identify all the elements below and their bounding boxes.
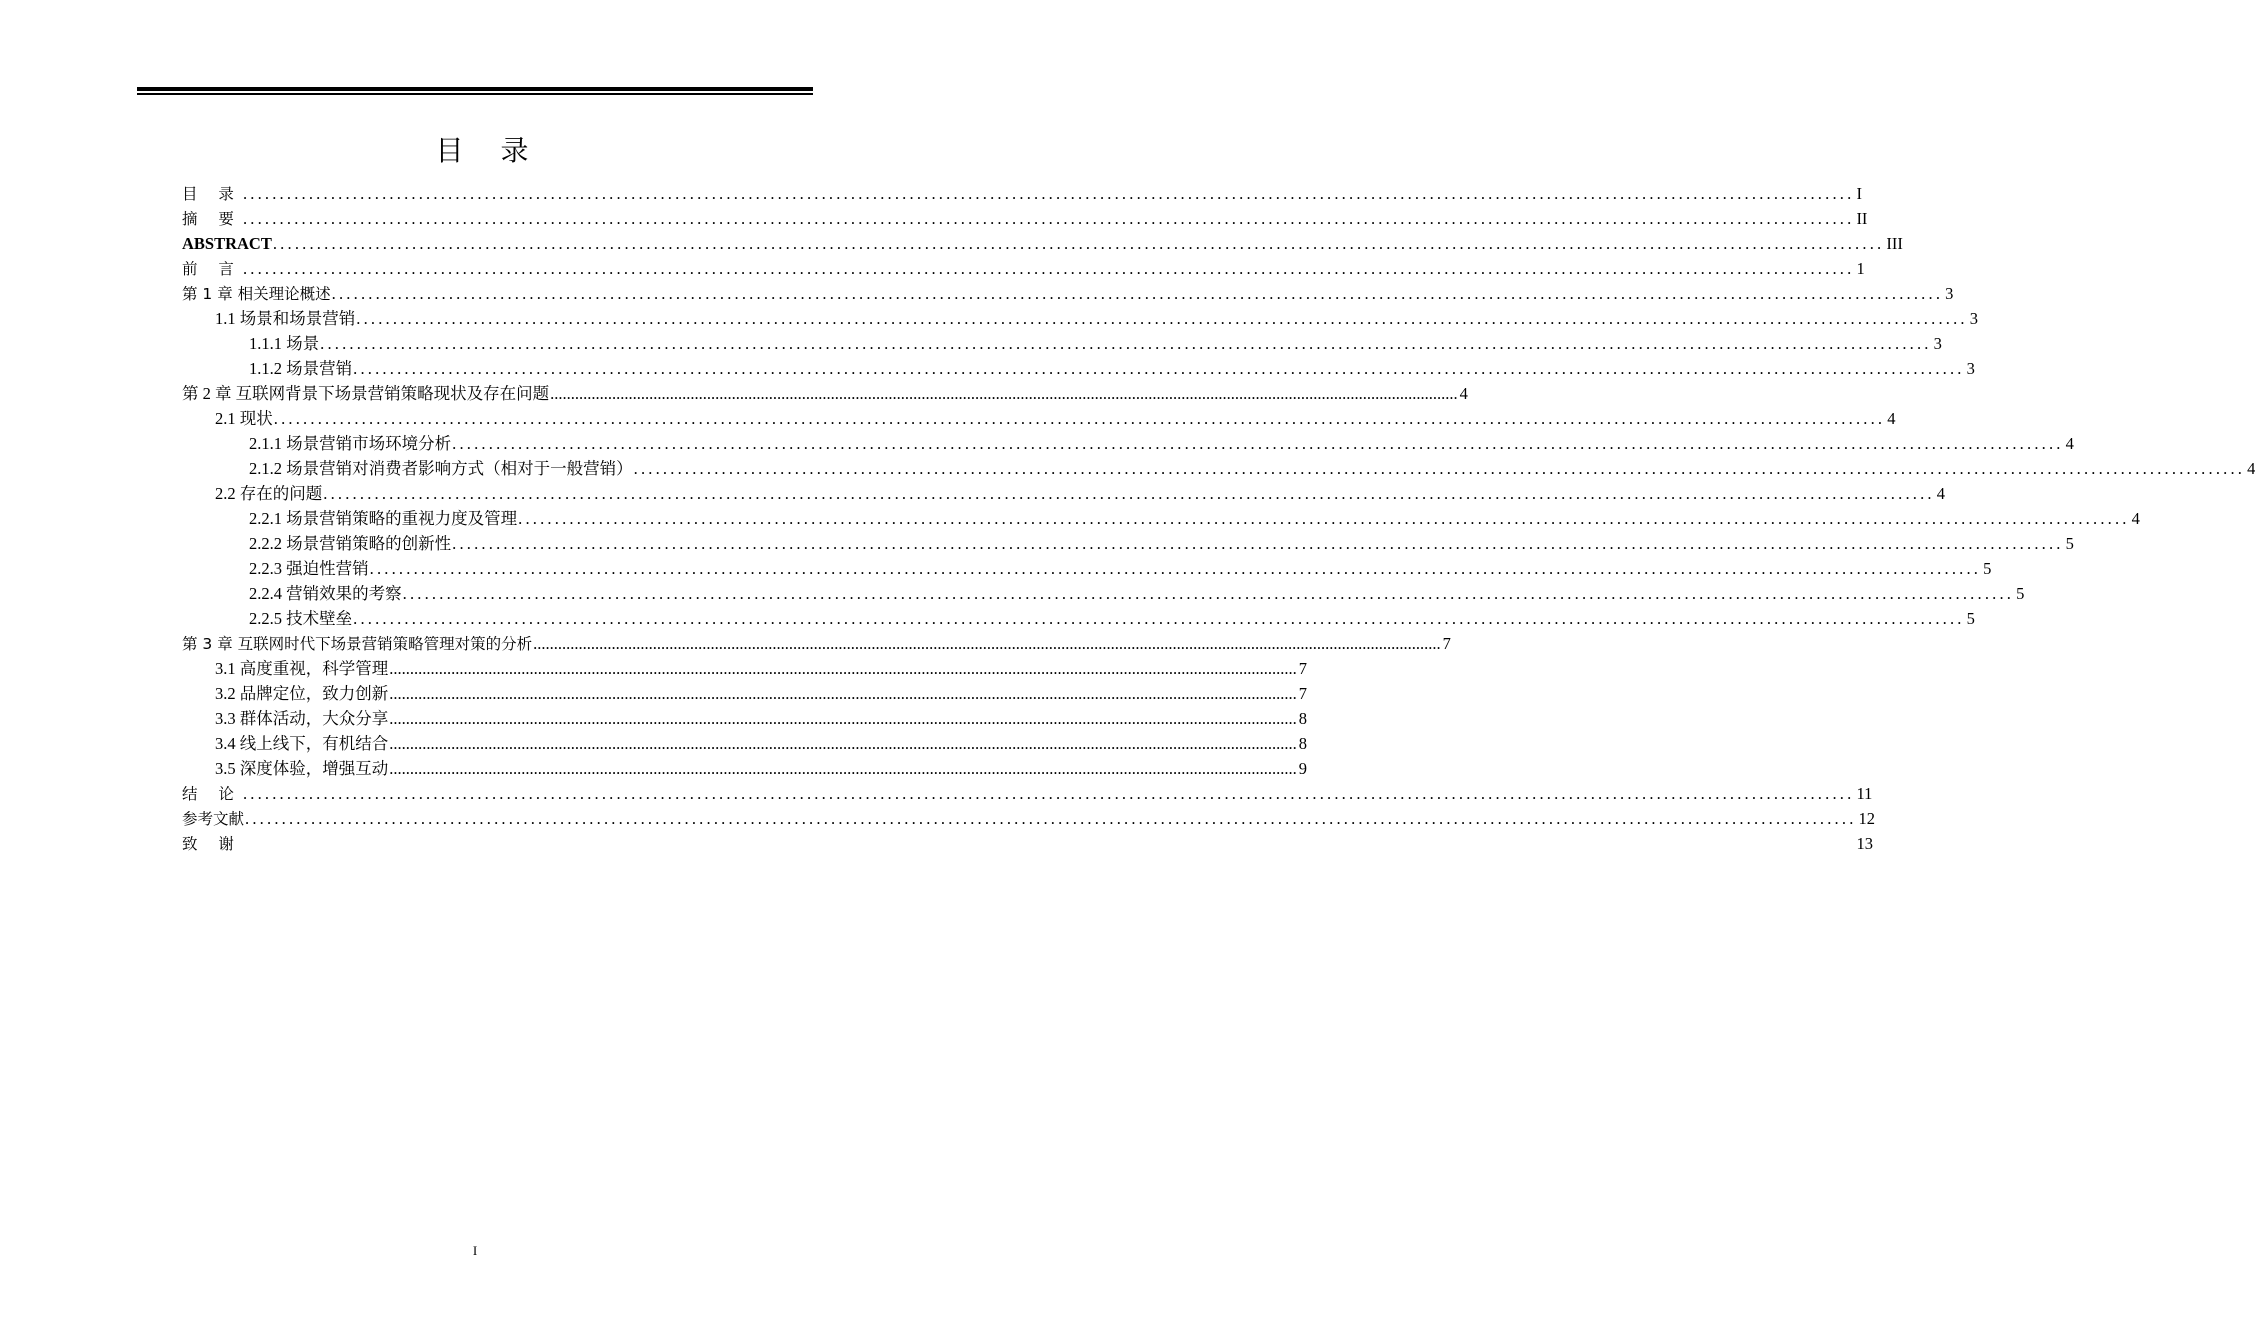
header-rule-thick bbox=[137, 87, 813, 91]
toc-entry-page: 1 bbox=[1856, 259, 1865, 278]
toc-entry-label: 摘 要 bbox=[182, 210, 242, 228]
toc-entry-label: 2.2.1 场景营销策略的重视力度及管理 bbox=[249, 509, 518, 528]
toc-dot-leader: ............................................................................................................................................................................................................................ bbox=[320, 334, 1932, 353]
toc-entry-label: 2.1 现状 bbox=[215, 409, 273, 428]
toc-entry[interactable] bbox=[182, 656, 1307, 681]
toc-entry[interactable] bbox=[182, 456, 2255, 481]
toc-entry-page: 3 bbox=[1933, 334, 1942, 353]
page-title: 目 录 bbox=[435, 134, 543, 167]
toc-entry[interactable] bbox=[182, 381, 1468, 406]
toc-dot-leader: ............................................................................................................................................................................................................................ bbox=[389, 709, 1297, 728]
toc-entry-label: 2.2.2 场景营销策略的创新性 bbox=[249, 534, 452, 553]
toc-entry-page: 4 bbox=[1936, 484, 1945, 503]
toc-entry-page: 4 bbox=[2131, 509, 2140, 528]
toc-entry[interactable] bbox=[182, 756, 1307, 781]
toc-entry-label: ABSTRACT bbox=[182, 234, 272, 253]
toc-entry-label: 第 1 章 相关理论概述 bbox=[182, 285, 331, 303]
toc-entry-label: 1.1.1 场景 bbox=[249, 334, 320, 353]
toc-entry-label: 2.2.4 营销效果的考察 bbox=[249, 584, 402, 603]
toc-dot-leader: ............................................................................................................................................................................................................................ bbox=[356, 309, 1968, 328]
toc-dot-leader: ............................................................................................................................................................................................................................ bbox=[353, 609, 1965, 628]
toc-dot-leader: ............................................................................................................................................................................................................................ bbox=[331, 284, 1944, 303]
toc-dot-leader: ............................................................................................................................................................................................................................ bbox=[402, 584, 2015, 603]
toc-entry-label: 第 3 章 互联网时代下场景营销策略管理对策的分析 bbox=[182, 635, 533, 653]
toc-entry-page: 4 bbox=[2247, 459, 2255, 478]
toc-entry-label: 参考文献 bbox=[182, 810, 245, 828]
toc-dot-leader: ............................................................................................................................................................................................................................ bbox=[533, 634, 1441, 653]
toc-entry-label: 3.2 品牌定位，致力创新 bbox=[215, 684, 389, 703]
toc-entry-label: 3.5 深度体验，增强互动 bbox=[215, 759, 389, 778]
toc-dot-leader: ............................................................................................................................................................................................................................ bbox=[242, 784, 1855, 803]
toc-entry[interactable] bbox=[182, 531, 2074, 556]
toc-entry[interactable] bbox=[182, 606, 1975, 631]
toc-entry-label: 3.1 高度重视，科学管理 bbox=[215, 659, 389, 678]
toc-dot-leader: ............................................................................................................................................................................................................................ bbox=[518, 509, 2130, 528]
toc-entry[interactable] bbox=[182, 556, 1992, 581]
toc-entry-page: 7 bbox=[1442, 634, 1451, 653]
toc-entry-page: 12 bbox=[1858, 809, 1876, 828]
toc-dot-leader: ............................................................................................................................................................................................................................ bbox=[389, 734, 1297, 753]
toc-entry[interactable] bbox=[182, 306, 1978, 331]
toc-dot-leader: ............................................................................................................................................................................................................................ bbox=[633, 459, 2246, 478]
toc-entry-page: 9 bbox=[1298, 759, 1307, 778]
toc-entry[interactable] bbox=[182, 806, 1876, 831]
toc-entry-label: 2.2 存在的问题 bbox=[215, 484, 323, 503]
toc-entry[interactable] bbox=[182, 481, 1945, 506]
toc-dot-leader: ............................................................................................................................................................................................................................ bbox=[242, 259, 1855, 278]
toc-entry[interactable] bbox=[182, 431, 2074, 456]
toc-entry-label: 致 谢 bbox=[182, 835, 242, 853]
toc-entry-page: 5 bbox=[2065, 534, 2074, 553]
toc-entry[interactable] bbox=[182, 731, 1307, 756]
toc-dot-leader: ............................................................................................................................................................................................................................ bbox=[353, 359, 1965, 378]
toc-dot-leader: ............................................................................................................................................................................................................................ bbox=[272, 234, 1885, 253]
toc-entry-page: 3 bbox=[1945, 284, 1954, 303]
toc-dot-leader: ............................................................................................................................................................................................................................ bbox=[323, 484, 1935, 503]
toc-entry-page: 5 bbox=[1966, 609, 1975, 628]
table-of-contents bbox=[182, 181, 2255, 856]
toc-entry-label: 2.1.1 场景营销市场环境分析 bbox=[249, 434, 452, 453]
toc-entry-label: 2.2.5 技术壁垒 bbox=[249, 609, 353, 628]
toc-dot-leader: ............................................................................................................................................................................................................................ bbox=[369, 559, 1982, 578]
toc-entry-page: 3 bbox=[1969, 309, 1978, 328]
toc-dot-leader: ............................................................................................................................................................................................................................ bbox=[242, 209, 1855, 228]
toc-dot-leader: ............................................................................................................................................................................................................................ bbox=[452, 534, 2064, 553]
toc-entry-label: 2.2.3 强迫性营销 bbox=[249, 559, 369, 578]
header-rule-thin bbox=[137, 93, 813, 95]
toc-dot-leader: ............................................................................................................................................................................................................................ bbox=[452, 434, 2064, 453]
toc-entry-label: 目 录 bbox=[182, 185, 242, 203]
toc-entry[interactable] bbox=[182, 256, 1865, 281]
toc-entry-page: 7 bbox=[1298, 684, 1307, 703]
toc-entry[interactable] bbox=[182, 181, 1862, 206]
toc-dot-leader: ............................................................................................................................................................................................................................ bbox=[245, 809, 1857, 828]
toc-dot-leader: ............................................................................................................................................................................................................................ bbox=[389, 759, 1297, 778]
toc-entry[interactable] bbox=[182, 331, 1942, 356]
toc-entry-page: 5 bbox=[2016, 584, 2025, 603]
toc-entry[interactable] bbox=[182, 206, 1868, 231]
toc-entry-label: 1.1.2 场景营销 bbox=[249, 359, 353, 378]
toc-entry-label: 3.3 群体活动，大众分享 bbox=[215, 709, 389, 728]
page-number-footer: I bbox=[472, 1243, 478, 1258]
toc-entry-page: 11 bbox=[1856, 784, 1873, 803]
toc-entry-page: 4 bbox=[1459, 384, 1468, 403]
toc-entry-page: 5 bbox=[1983, 559, 1992, 578]
toc-entry-label: 1.1 场景和场景营销 bbox=[215, 309, 356, 328]
toc-entry-label: 前 言 bbox=[182, 260, 242, 278]
toc-entry-page: 4 bbox=[1887, 409, 1896, 428]
toc-dot-leader: ............................................................................................................................................................................................................................ bbox=[389, 684, 1297, 703]
toc-entry-page: 3 bbox=[1966, 359, 1975, 378]
toc-entry-label: 第 2 章 互联网背景下场景营销策略现状及存在问题 bbox=[182, 384, 550, 403]
toc-dot-leader: ............................................................................................................................................................................................................................ bbox=[273, 409, 1886, 428]
toc-entry-page: II bbox=[1856, 209, 1868, 228]
toc-entry-page: I bbox=[1856, 184, 1862, 203]
toc-dot-leader: ............................................................................................................................................................................................................................ bbox=[242, 184, 1855, 203]
toc-entry[interactable] bbox=[182, 681, 1307, 706]
toc-entry-page: 8 bbox=[1298, 734, 1307, 753]
toc-entry[interactable] bbox=[182, 281, 1954, 306]
toc-dot-leader: ............................................................................................................................................................................................................................ bbox=[550, 384, 1458, 403]
toc-entry[interactable] bbox=[182, 231, 1903, 256]
toc-entry[interactable] bbox=[182, 831, 1873, 856]
toc-entry-label: 结 论 bbox=[182, 785, 242, 803]
toc-dot-leader: ............................................................................................................................................................................................................................ bbox=[389, 659, 1297, 678]
toc-entry[interactable] bbox=[182, 406, 1896, 431]
toc-entry-page: 7 bbox=[1298, 659, 1307, 678]
toc-entry-label: 3.4 线上线下，有机结合 bbox=[215, 734, 389, 753]
toc-entry[interactable] bbox=[182, 781, 1873, 806]
toc-entry[interactable] bbox=[182, 631, 1451, 656]
toc-entry[interactable] bbox=[182, 581, 2025, 606]
toc-entry[interactable] bbox=[182, 706, 1307, 731]
toc-entry-page: III bbox=[1886, 234, 1903, 253]
toc-entry-page: 4 bbox=[2065, 434, 2074, 453]
toc-entry-page: 8 bbox=[1298, 709, 1307, 728]
toc-entry[interactable] bbox=[182, 356, 1975, 381]
toc-entry-page: 13 bbox=[1856, 834, 1873, 853]
toc-entry[interactable] bbox=[182, 506, 2140, 531]
toc-entry-label: 2.1.2 场景营销对消费者影响方式（相对于一般营销） bbox=[249, 459, 633, 478]
